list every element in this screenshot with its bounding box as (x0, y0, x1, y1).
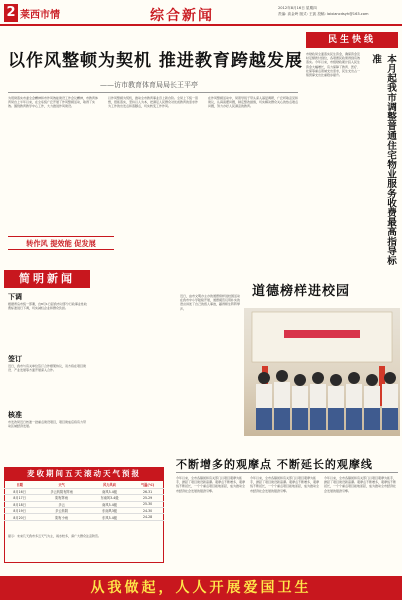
students-photo-icon (244, 308, 400, 436)
lead-column-3: 在作风整顿活动中，局领导班子带头深入基层调研，广泛听取意见和建议，认真查摆问题，制定整改措施，切实解决群众关心的热点难点问题，努力办好人民满意的教育。 (208, 96, 298, 109)
feature-headline: 道德榜样进校园 (252, 284, 351, 299)
table-row (4, 514, 164, 520)
weather-cell: 8月19日 (4, 508, 35, 514)
weather-cell: 多云转阴 (35, 508, 88, 514)
lower-headline: 不断增多的观摩点 不断延长的观摩线 (176, 458, 373, 471)
slogan-banner: 转作风 提效能 促发展 (8, 236, 114, 250)
feature-text: 近日，由市文明办主办的道德榜样进校园活动在我市中小学陆续开展，道德模范们用朴实的语言讲述了自己的感人事迹，赢得师生阵阵掌声。 (180, 294, 240, 311)
weather-cell: 8月18日 (4, 501, 35, 507)
brief-item-text: 根据青岛市统一部署，自8月1日起我市对部分行政事业性收费标准进行下调，切实减轻企业和群众负担。 (8, 302, 87, 311)
weather-col-sky: 天气 (35, 482, 88, 488)
lead-column-1: 为贯彻落实市委全会精神和市作风效能建设工作会议精神，市教育体育局自上半年以来，在全系统广泛开展了作风整顿活动，取得了实效。围绕教育教学中心工作，大力推进作风建设。 (8, 96, 98, 109)
vertical-headline: 本月起我市调整普通住宅物业服务收费最高指导标准 (370, 54, 396, 266)
weather-note: 提示：未来几天我市多云天气为主，雨水较多，请广大群众注意防范。 (8, 534, 102, 538)
brief-item-title: 签订 (8, 354, 22, 363)
weather-cell: 南风3-4级 (88, 501, 131, 507)
weather-cell: 8月20日 (4, 514, 35, 520)
brief-item-title: 下调 (8, 292, 22, 301)
weather-cell: 多云转阴有阵雨 (35, 488, 88, 494)
weather-title: 麦收期间五天滚动天气预报 (4, 467, 164, 481)
weather-col-date: 日期 (4, 482, 35, 488)
minsheng-header: 民生快线 (306, 32, 398, 48)
brief-item (8, 292, 88, 348)
lead-headline: 以作风整顿为契机 推进教育跨越发展 (8, 51, 303, 71)
date-line: 2012年8月16日 星期四 (278, 6, 317, 10)
lead-subtitle: ——访市教育体育局局长王平亭 (100, 81, 198, 89)
section-title: 综合新闻 (150, 8, 214, 24)
weather-cell: 8月16日 (4, 488, 35, 494)
weather-cell: 8月17日 (4, 495, 35, 501)
masthead (0, 0, 402, 30)
weather-cell: 东南风3-4级 (88, 495, 131, 501)
section-name: 莱西市情 (20, 10, 60, 21)
weather-cell: 25-29 (131, 495, 164, 501)
lower-column-2: 今年以来，全市各镇街和有关部门以项目观摩为抓手，掀起了项目建设新高潮。观摩点不断增多，观摩线不断延长，一个个重点项目拔地而起，成为推动全市经济社会发展的强劲引擎。 (250, 476, 320, 493)
weather-cell: 南风3-4级 (88, 488, 131, 494)
weather-cell: 25-30 (131, 501, 164, 507)
footer-slogan: 从我做起，人人开展爱国卫生 (90, 580, 312, 596)
brief-item (8, 354, 88, 404)
brief-item (8, 410, 88, 450)
brief-item-text: 近日，我市与有关单位签订合作框架协议，双方将在项目建设、产业发展等方面开展深入合作。 (8, 364, 87, 373)
weather-cell: 东风3-4级 (88, 514, 131, 520)
lead-divider (8, 92, 298, 93)
editor-info: 责编: 高金岭 版式: 王凯 投稿: laixiancdsyh@163.com (278, 12, 369, 16)
weather-cell: 多云 (35, 501, 88, 507)
lower-column-1: 今年以来，全市各镇街和有关部门以项目观摩为抓手，掀起了项目建设新高潮。观摩点不断增多，观摩线不断延长，一个个重点项目拔地而起，成为推动全市经济社会发展的强劲引擎。 (176, 476, 246, 493)
lower-column-3: 今年以来，全市各镇街和有关部门以项目观摩为抓手，掀起了项目建设新高潮。观摩点不断增多，观摩线不断延长，一个个重点项目拔地而起，成为推动全市经济社会发展的强劲引擎。 (324, 476, 397, 493)
weather-col-temp: 气温(℃) (131, 482, 164, 488)
weather-col-wind: 风力风向 (88, 482, 131, 488)
header-rule (0, 24, 402, 26)
brief-item-title: 核准 (8, 410, 22, 419)
weather-cell: 24-30 (131, 508, 164, 514)
weather-cell: 东南风3级 (88, 508, 131, 514)
brief-news-list (8, 292, 88, 450)
weather-cell: 阴有小雨 (35, 514, 88, 520)
brief-news-header: 简明新闻 (4, 270, 90, 288)
weather-cell: 24-28 (131, 514, 164, 520)
lower-divider (176, 472, 398, 473)
weather-cell: 26-31 (131, 488, 164, 494)
lead-column-2: 以作风整顿为契机，推动全市教育事业迈上新台阶。全局上下统一思想，狠抓落实，坚持以人为本，把满足人民群众对优质教育的需求作为工作的出发点和落脚点，切实转变工作作风。 (108, 96, 198, 109)
brief-item-text: 市发改局近日核准一批重点建设项目，项目建成后将有力带动区域经济发展。 (8, 420, 87, 429)
weather-cell: 阴有阵雨 (35, 495, 88, 501)
page-number: 2 (4, 4, 18, 22)
feature-photo (244, 308, 400, 436)
weather-table (4, 482, 164, 521)
minsheng-body: 市财政局全面落实民生资金，确保资金及时足额拨付到位，各项惠民政策得到有效落实。今年以来，市级财政累计投入民生资金大幅增长，有力保障了教育、医疗、社保等重点领域支出需求，民生支出占一般预算支出比重稳步提升。 (306, 52, 361, 78)
